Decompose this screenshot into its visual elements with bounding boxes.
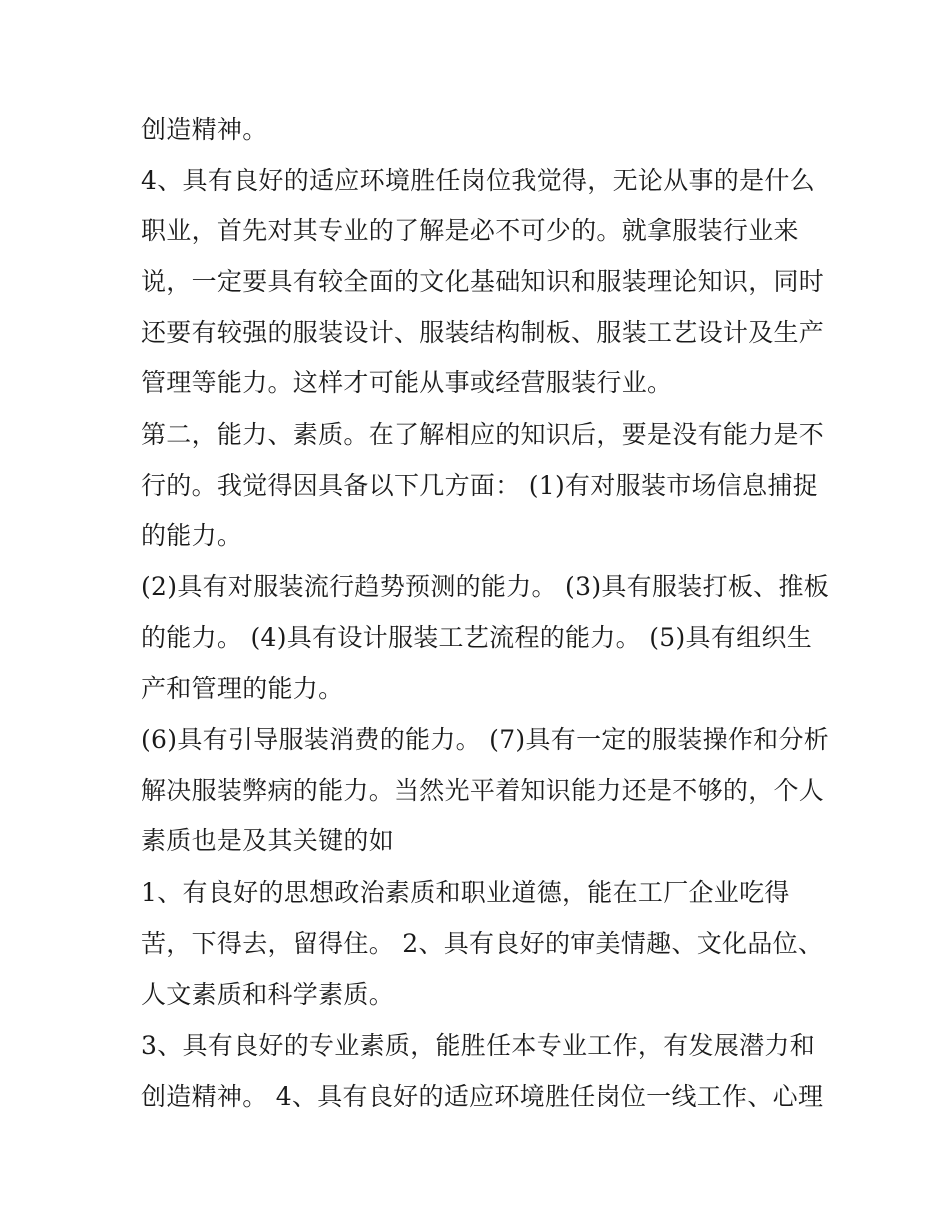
text-line-8: 行的。我觉得因具备以下几方面： (1)有对服装市场信息捕捉	[141, 471, 819, 500]
text-line-15: 素质也是及其关键的如	[141, 826, 395, 855]
text-line-20: 创造精神。 4、具有良好的适应环境胜任岗位一线工作、心理	[141, 1082, 824, 1111]
text-line-4: 说，一定要具有较全面的文化基础知识和服装理论知识，同时	[141, 267, 825, 296]
text-line-6: 管理等能力。这样才可能从事或经营服装行业。	[141, 368, 673, 397]
text-line-2: 4、具有良好的适应环境胜任岗位我觉得，无论从事的是什么	[141, 166, 816, 195]
text-line-11: 的能力。 (4)具有设计服装工艺流程的能力。 (5)具有组织生	[141, 623, 813, 652]
text-line-12: 产和管理的能力。	[141, 674, 344, 703]
text-line-5: 还要有较强的服装设计、服装结构制板、服装工艺设计及生产	[141, 318, 825, 347]
text-line-19: 3、具有良好的专业素质，能胜任本专业工作，有发展潜力和	[141, 1031, 816, 1060]
text-line-16: 1、有良好的思想政治素质和职业道德，能在工厂企业吃得	[141, 878, 790, 907]
text-line-10: (2)具有对服装流行趋势预测的能力。 (3)具有服装打板、推板	[141, 572, 830, 601]
text-line-1: 创造精神。	[141, 115, 268, 144]
text-line-9: 的能力。	[141, 521, 243, 550]
text-line-13: (6)具有引导服装消费的能力。 (7)具有一定的服装操作和分析	[141, 725, 830, 754]
text-line-18: 人文素质和科学素质。	[141, 980, 395, 1009]
text-line-7: 第二，能力、素质。在了解相应的知识后，要是没有能力是不	[141, 420, 825, 449]
text-line-14: 解决服装弊病的能力。当然光平着知识能力还是不够的，个人	[141, 776, 825, 805]
text-line-17: 苦，下得去，留得住。 2、具有良好的审美情趣、文化品位、	[141, 929, 824, 958]
text-line-3: 职业，首先对其专业的了解是必不可少的。就拿服装行业来	[141, 216, 799, 245]
